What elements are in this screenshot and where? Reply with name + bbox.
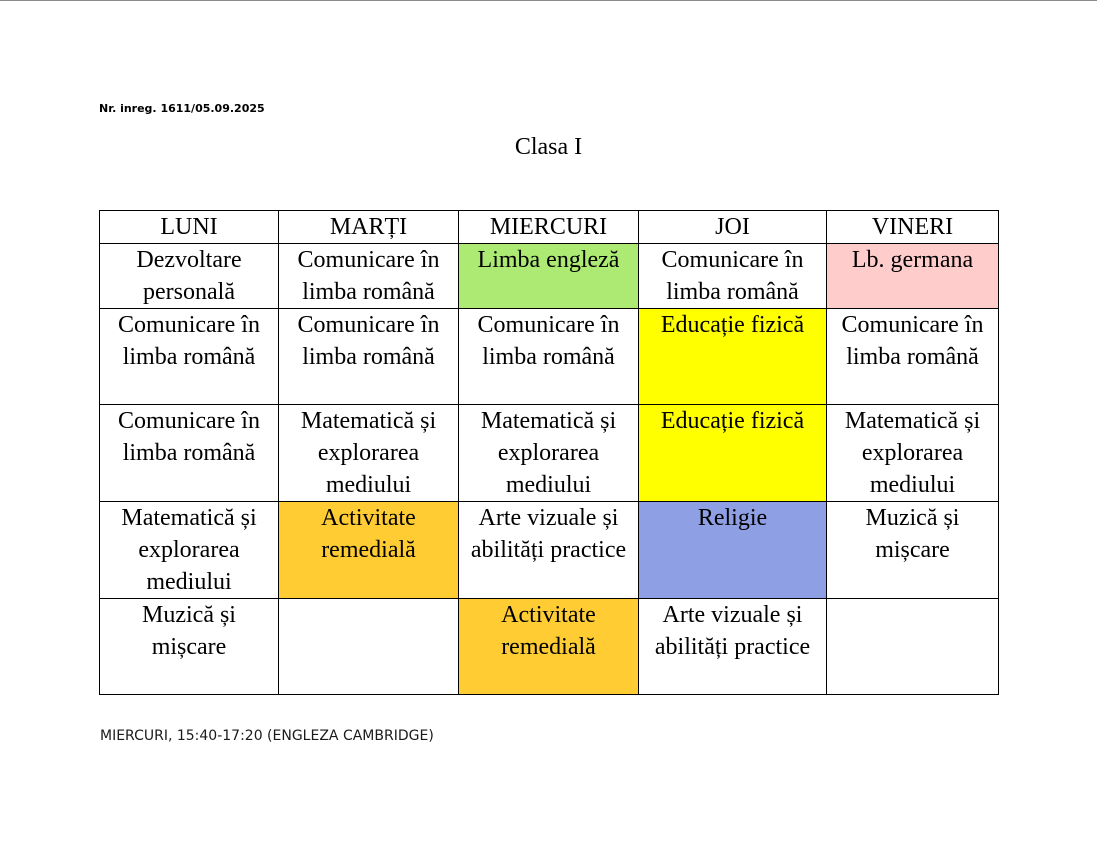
class-title-text: Clasa I — [514, 134, 583, 160]
schedule-cell: Religie — [639, 502, 827, 599]
schedule-cell: Dezvoltare personală — [100, 244, 279, 309]
schedule-cell: Comunicare în limba română — [459, 309, 639, 405]
extra-class-note: MIERCURI, 15:40-17:20 (ENGLEZA CAMBRIDGE) — [100, 728, 434, 744]
schedule-table — [99, 210, 999, 695]
schedule-cell: Comunicare în limba română — [279, 244, 459, 309]
schedule-cell: Comunicare în limba română — [639, 244, 827, 309]
schedule-cell: Comunicare în limba română — [100, 405, 279, 502]
table-row — [100, 599, 999, 695]
table-row — [100, 309, 999, 405]
schedule-cell: Comunicare în limba română — [100, 309, 279, 405]
schedule-cell: Lb. germana — [827, 244, 999, 309]
schedule-cell: Matematică și explorarea mediului — [459, 405, 639, 502]
day-header-joi: JOI — [639, 211, 827, 244]
schedule-cell: Limba engleză — [459, 244, 639, 309]
schedule-cell: Activitate remedială — [459, 599, 639, 695]
schedule-cell: Matematică și explorarea mediului — [100, 502, 279, 599]
schedule-cell: Comunicare în limba română — [279, 309, 459, 405]
schedule-cell: Activitate remedială — [279, 502, 459, 599]
table-row — [100, 405, 999, 502]
table-row — [100, 244, 999, 309]
schedule-cell — [279, 599, 459, 695]
schedule-cell: Comunicare în limba română — [827, 309, 999, 405]
schedule-cell: Educație fizică — [639, 309, 827, 405]
day-header-vineri: VINERI — [827, 211, 999, 244]
registration-number: Nr. inreg. 1611/05.09.2025 — [99, 102, 265, 115]
table-row — [100, 502, 999, 599]
day-header-marti: MARȚI — [279, 211, 459, 244]
schedule-cell: Matematică și explorarea mediului — [827, 405, 999, 502]
schedule-cell — [827, 599, 999, 695]
schedule-cell: Muzică și mișcare — [100, 599, 279, 695]
schedule-cell: Muzică și mișcare — [827, 502, 999, 599]
day-header-luni: LUNI — [100, 211, 279, 244]
schedule-cell: Matematică și explorarea mediului — [279, 405, 459, 502]
schedule-cell: Arte vizuale și abilități practice — [639, 599, 827, 695]
header-row — [100, 211, 999, 244]
schedule-cell: Educație fizică — [639, 405, 827, 502]
day-header-miercuri: MIERCURI — [459, 211, 639, 244]
class-title — [0, 134, 1097, 161]
schedule-cell: Arte vizuale și abilități practice — [459, 502, 639, 599]
